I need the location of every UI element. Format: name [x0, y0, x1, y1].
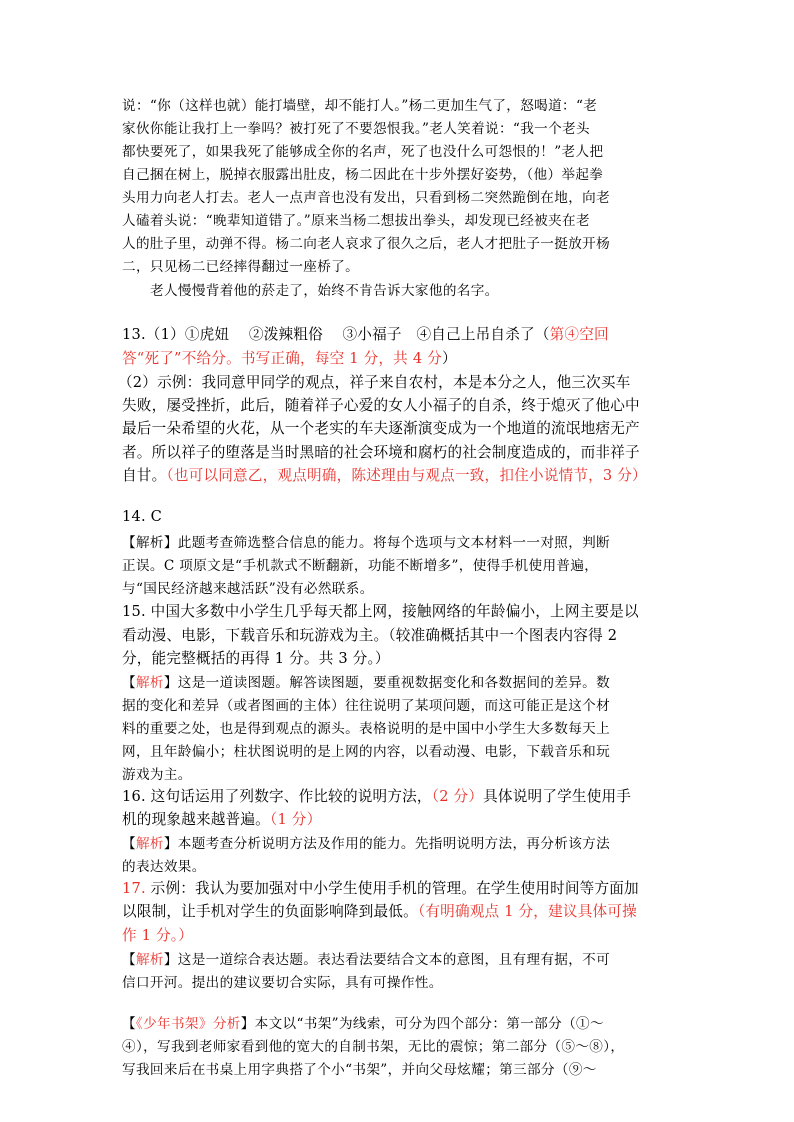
- q13-part2-line5: [122, 464, 647, 485]
- shujia-tag-open: 【: [122, 1016, 136, 1032]
- q17-line2: [122, 900, 637, 921]
- q17-analysis-line2: 信口开河。提出的建议要切合实际，具有可操作性。: [122, 975, 443, 991]
- shujia-text1: 】本文以“书架”为线索，可分为四个部分：第一部分（①～: [240, 1016, 604, 1032]
- q17-tag-label: 解析: [135, 952, 164, 968]
- q17-score-note: （有明确观点 1 分，建议具体可操: [417, 903, 637, 920]
- q13-part1-line2: [122, 347, 457, 368]
- q17-analysis-text1: 这是一道综合表达题。表达看法要结合文本的意图，且有理有据，不可: [177, 952, 611, 968]
- q14-analysis-line2: 正误。C 项原文是“手机款式不断翻新，功能不断增多”，使得手机使用普遍，: [122, 558, 599, 574]
- q14-analysis-tag: 【解析】: [122, 535, 178, 551]
- q17-score-note-end: 作 1 分。）: [122, 927, 194, 944]
- q15-line3: 分，能完整概括的再得 1 分。共 3 分。）: [122, 650, 390, 667]
- shujia-title: 《少年书架》分析: [135, 1016, 241, 1032]
- q15-tag-label: 解析: [135, 675, 164, 691]
- q17-tag-open: 【: [122, 952, 136, 968]
- q17-number: 17.: [122, 880, 146, 897]
- q16-text1-tail: 具体说明了学生使用手: [483, 788, 632, 805]
- q16-text2: 机的现象越来越普遍。: [122, 811, 270, 828]
- q16-tag-open: 【: [122, 836, 136, 852]
- q15-analysis-line5: 游戏为主。: [122, 767, 192, 783]
- q16-analysis-line1: [122, 832, 610, 852]
- story-line-1: 说：“你（这样也就）能打墙壁，却不能打人。”杨二更加生气了，怒喝道：“老: [122, 98, 598, 114]
- story-last-line: 老人慢慢背着他的菸走了，始终不肯告诉大家他的名字。: [150, 283, 499, 299]
- q13-part2-line1: （2）示例：我同意甲同学的观点，祥子来自农村，本是本分之人，他三次买车: [118, 374, 631, 391]
- q15-analysis-text1: 这是一道读图题。解答读图题，要重视数据变化和各数据间的差异。数: [177, 675, 611, 691]
- shujia-line3: 写我回来后在书桌上用字典搭了个小“书架”，并向父母炫耀；第三部分（⑨～: [122, 1062, 597, 1078]
- q16-tag-label: 解析: [135, 836, 164, 852]
- q16-line1: [122, 785, 631, 806]
- q16-analysis-text1: 本题考查分析说明方法及作用的能力。先指明说明方法，再分析该方法: [177, 836, 611, 852]
- q13-answers: 13.（1）①虎妞 ②泼辣粗俗 ③小福子 ④自己上吊自杀了（: [122, 326, 550, 343]
- q15-line1: 15. 中国大多数中小学生几乎每天都上网，接触网络的年龄偏小，上网主要是以: [122, 603, 639, 620]
- story-line-3: 都快要死了，如果我死了能够成全你的名声，死了也没什么可怨恨的！”老人把: [122, 144, 604, 160]
- q15-analysis-line2: 据的变化和差异（或者图画的主体）往往说明了某项问题，而这可能正是这个材: [122, 698, 611, 714]
- q15-analysis-line1: [122, 671, 610, 691]
- q14-analysis-line1: [122, 531, 610, 551]
- q17-analysis-line1: [122, 948, 610, 968]
- q15-tag-close: 】: [163, 675, 178, 691]
- q14-answer: 14. C: [122, 508, 163, 525]
- q13-part1-line1: [122, 323, 609, 344]
- q17-line1: [122, 877, 639, 898]
- q13-part2-line2: 失败，屡受挫折，此后，随着祥子心爱的女人小福子的自杀，终于熄灭了他心中: [122, 397, 640, 414]
- q13-part2-line3: 最后一朵希望的火花，从一个老实的车夫逐渐演变成为一个地道的流氓地痞无产: [122, 420, 640, 437]
- q17-text2: 以限制，让手机对学生的负面影响降到最低。: [122, 903, 418, 920]
- story-line-7: 人的肚子里，动弹不得。杨二向老人哀求了很久之后，老人才把肚子一挺放开杨: [122, 236, 611, 252]
- shujia-line1: [122, 1012, 604, 1032]
- q13-part2-line4: 者。所以祥子的堕落是当时黑暗的社会环境和腐朽的社会制度造成的，而非祥子: [122, 444, 640, 461]
- q13-score-note-start: 第④空回: [549, 326, 609, 343]
- story-line-5: 头用力向老人打去。老人一点声音也没有发出，只看到杨二突然跪倒在地，向老: [122, 190, 611, 206]
- story-line-2: 家伙你能让我打上一拳吗？被打死了不要怨恨我。”老人笑着说：“我一个老头: [122, 121, 590, 137]
- shujia-line2: ④），写我到老师家看到他的宽大的自制书架，无比的震惊；第二部分（⑤～⑧），: [122, 1039, 625, 1055]
- q16-analysis-line2: 的表达效果。: [122, 859, 206, 875]
- q17-line3: [122, 924, 193, 945]
- story-line-6: 人磕着头说：“晚辈知道错了。”原来当杨二想拔出拳头，却发现已经被夹在老: [122, 213, 590, 229]
- q13-part2-score-note: （也可以同意乙，观点明确，陈述理由与观点一致，扣住小说情节，3 分）: [166, 467, 647, 484]
- q13-score-note: 答“死了”不给分。书写正确，每空 1 分，共 4 分: [122, 350, 442, 367]
- q14-analysis-line3: 与“国民经济越来越活跃”没有必然联系。: [122, 581, 374, 597]
- q15-analysis-line4: 网，且年龄偏小；柱状图说明的是上网的内容，以看动漫、电影，下载音乐和玩: [122, 744, 611, 760]
- q16-text1: 16. 这句话运用了列数字、作比较的说明方法，: [122, 788, 432, 805]
- q15-analysis-line3: 料的重要之处，也是得到观点的源头。表格说明的是中国中小学生大多数每天上: [122, 721, 611, 737]
- q13-part2-end: 自甘。: [122, 467, 167, 484]
- q14-analysis-text1: 此题考查筛选整合信息的能力。将每个选项与文本材料一一对照，判断: [177, 535, 611, 551]
- q15-line2: 看动漫、电影，下载音乐和玩游戏为主。（较准确概括其中一个图表内容得 2: [122, 627, 618, 644]
- story-line-4: 自己捆在树上，脱掉衣服露出肚皮，杨二因此在十步外摆好姿势，（他）举起拳: [122, 167, 604, 183]
- q16-tag-close: 】: [163, 836, 178, 852]
- q16-score2: （1 分）: [269, 811, 322, 828]
- q16-score1: （2 分）: [431, 788, 484, 805]
- q15-tag-open: 【: [122, 675, 136, 691]
- q13-close-paren: ）: [441, 350, 457, 367]
- q16-line2: [122, 808, 321, 829]
- q17-tag-close: 】: [163, 952, 178, 968]
- q17-text1: 示例：我认为要加强对中小学生使用手机的管理。在学生使用时间等方面加: [145, 880, 639, 897]
- story-line-8: 二，只见杨二已经摔得翻过一座桥了。: [122, 259, 360, 275]
